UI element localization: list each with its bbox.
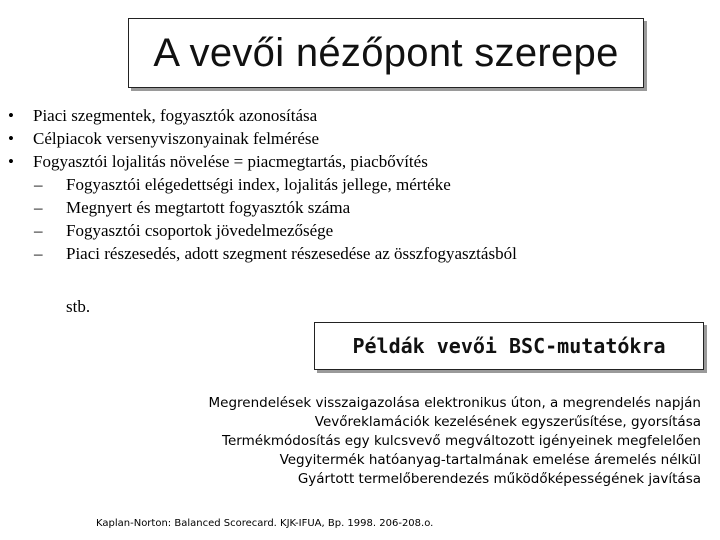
examples-title-box [314,322,704,370]
bullet-list [0,104,517,265]
example-item: Termékmódosítás egy kulcsvevő megváltozott igényeinek megfelelően [222,433,701,449]
example-item: Gyártott termelőberendezés működőképességének javítása [297,471,701,487]
bullet-marker: • [8,129,14,148]
dash-marker: – [34,221,43,240]
sub-bullet-item: – Fogyasztói csoportok jövedelmezősége [34,221,334,240]
sub-bullet-item: – Piaci részesedés, adott szegment részesedése az összfogyasztásból [34,244,517,263]
examples-title: Példák vevői BSC-mutatókra [352,334,666,358]
dash-marker: – [34,244,43,263]
example-item: Vevőreklamációk kezelésének egyszerűsítése, gyorsítása [314,414,701,430]
bullet-item: • Fogyasztói lojalitás növelése = piacmegtartás, piacbővítés [8,152,428,171]
sub-bullet-item: – Fogyasztói elégedettségi index, lojalitás jellege, mértéke [34,175,451,194]
dash-marker: – [34,198,43,217]
bullet-marker: • [8,152,14,171]
example-item: Vegyitermék hatóanyag-tartalmának emelése áremelés nélkül [279,452,701,468]
slide-title: A vevői nézőpont szerepe [153,30,619,75]
continuation-text: stb. [66,297,91,316]
example-item: Megrendelések visszaigazolása elektronikus úton, a megrendelés napján [208,395,701,411]
sub-bullet-item: – Megnyert és megtartott fogyasztók száma [34,198,351,217]
bullet-item: • Piaci szegmentek, fogyasztók azonosítása [8,106,318,125]
source-citation: Kaplan-Norton: Balanced Scorecard. KJK-IFUA, Bp. 1998. 206-208.o. [96,518,434,529]
title-box [128,18,644,88]
dash-marker: – [34,175,43,194]
bullet-marker: • [8,106,14,125]
bullet-item: • Célpiacok versenyviszonyainak felmérése [8,129,320,148]
examples-list [208,394,701,489]
